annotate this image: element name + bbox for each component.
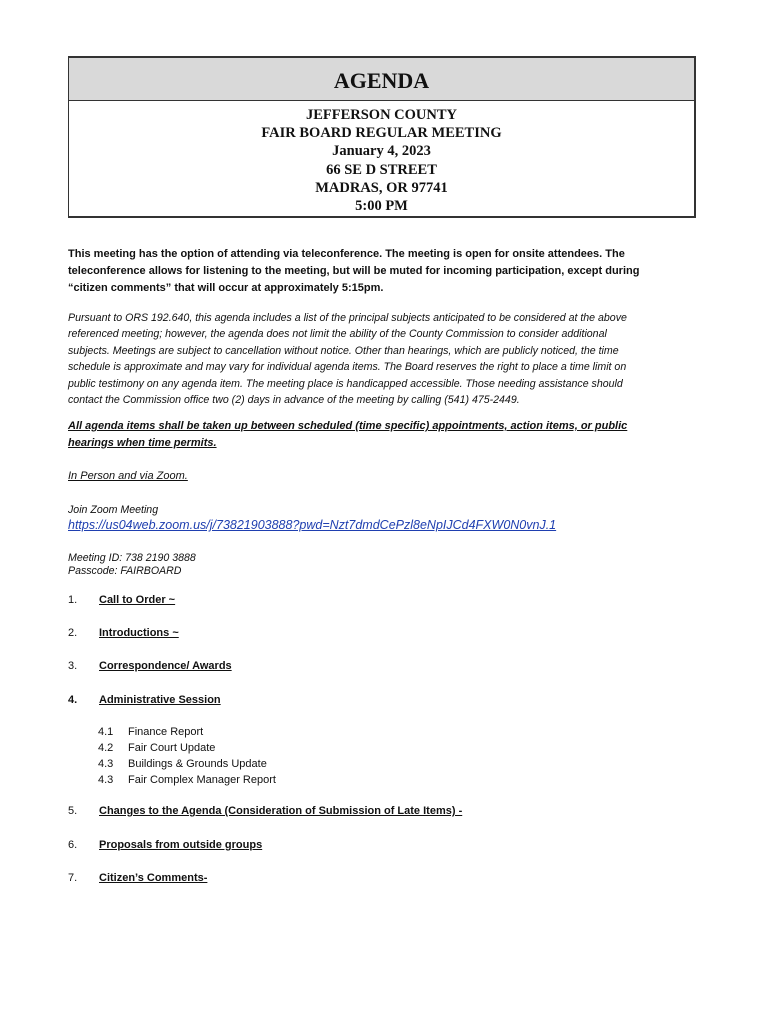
zoom-meeting-link[interactable]: https://us04web.zoom.us/j/73821903888?pwd=Nzt7dmdCePzl8eNpIJCd4FXW0N0vnJ.1 [68, 518, 557, 532]
meeting-name: FAIR BOARD REGULAR MEETING [261, 125, 502, 142]
agenda-header-box [68, 56, 696, 218]
agenda-item-label: Correspondence/ Awards [99, 660, 232, 672]
agenda-item-label: Citizen’s Comments- [99, 872, 208, 884]
scheduling-note: All agenda items shall be taken up between scheduled (time specific) appointments, action items, or public hearings when time permits. [68, 420, 628, 449]
agenda-title: AGENDA [69, 58, 694, 101]
zoom-credentials [68, 552, 678, 578]
agenda-item-label: Proposals from outside groups [99, 839, 263, 851]
attendance-note: In Person and via Zoom. [68, 470, 188, 482]
agenda-item-label: Administrative Session [99, 694, 221, 706]
agenda-item-label: Changes to the Agenda (Consideration of Submission of Late Items) - [99, 805, 463, 817]
org-name: JEFFERSON COUNTY [305, 107, 458, 123]
meeting-city: MADRAS, OR 97741 [315, 179, 448, 196]
zoom-join-label: Join Zoom Meeting [68, 504, 159, 516]
meeting-street: 66 SE D STREET [326, 161, 437, 178]
zoom-passcode: Passcode: FAIRBOARD [68, 565, 182, 577]
agenda-item-label: Introductions ~ [99, 627, 179, 639]
intro-paragraph: This meeting has the option of attending via teleconference. The meeting is open for onsite attendees. The teleconference allows for listening to the meeting, but will be muted for incoming participation, except during “citizen comments” that will occur at approximately 5:15pm. [68, 248, 640, 294]
agenda-item-label: Call to Order ~ [99, 594, 176, 606]
meeting-info [69, 101, 694, 215]
notice-paragraph: Pursuant to ORS 192.640, this agenda includes a list of the principal subjects anticipated to be considered at the above referenced meeting; however, the agenda does not limit the ability of the County Commission to consider additional subjects. Meetings are subject to cancellation without notice. Other than hearings, which are publicly noticed, the time schedule is approximate and may vary for individual agenda items. The Board reserves the right to place a time limit on public testimony on any agenda item. The meeting place is handicapped accessible. Those needing assistance should contact the Commission office two (2) days in advance of the meeting by calling (541) 475-2449. [68, 312, 627, 407]
zoom-link-row [68, 517, 678, 535]
meeting-date: January 4, 2023 [332, 143, 431, 160]
zoom-meeting-id: Meeting ID: 738 2190 3888 [68, 552, 196, 564]
meeting-time: 5:00 PM [355, 198, 408, 215]
